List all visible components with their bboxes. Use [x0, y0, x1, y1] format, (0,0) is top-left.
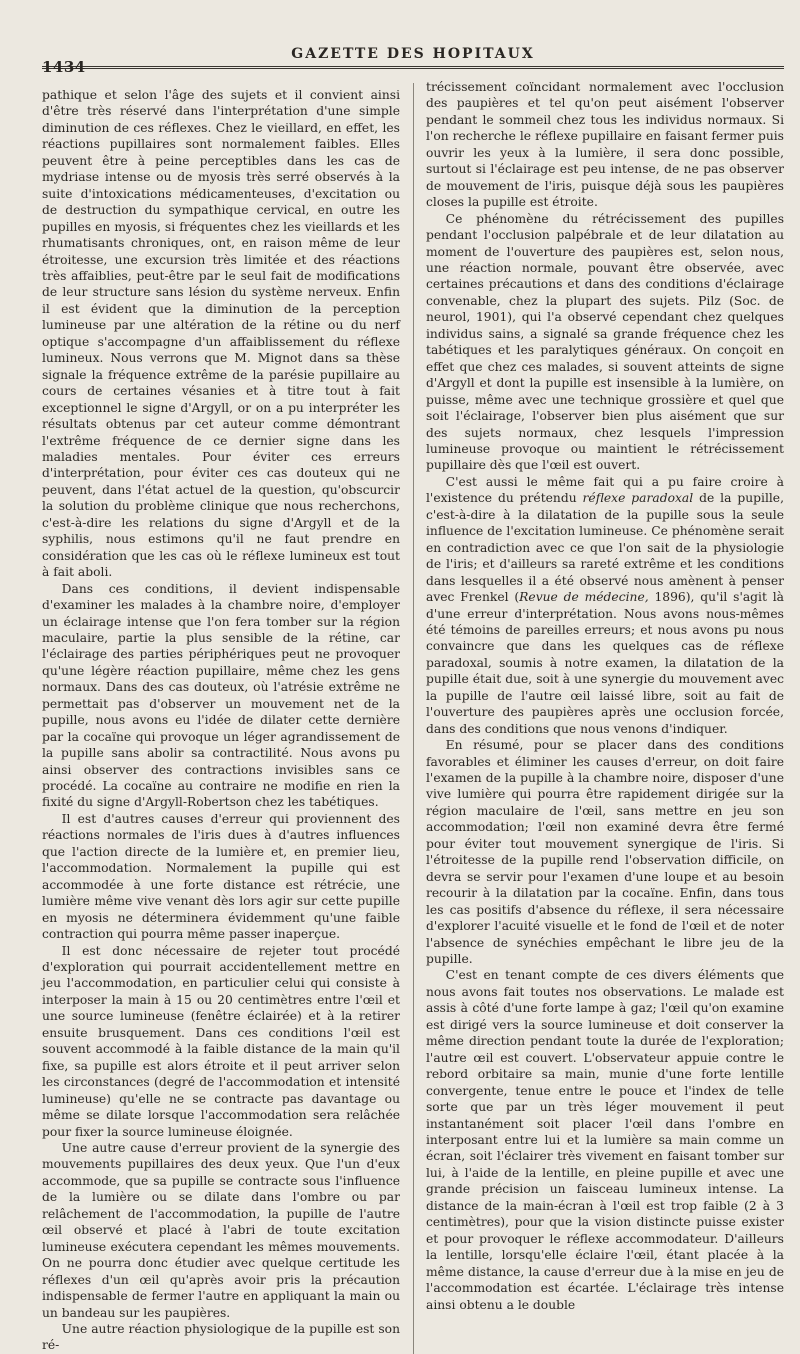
paragraph: Dans ces conditions, il devient indispensable d'examiner les malades à la chambre noire, d'employer un éclairage intense que l'on fera tomber sur la région maculaire, partie la plus sensible de la rétine, car l'éclairage des parties périphériques peut ne provoquer qu'une légère réaction pupillaire, même chez les gens normaux. Dans des cas douteux, où l'atrésie extrême ne permettait pas d'observer un mouvement net de la pupille, nous avons eu l'idée de dilater cette dernière par la cocaïne qui provoque un léger agrandissement de la pupille sans abolir sa contractilité. Nous avons pu ainsi observer des contractions invisibles sans ce procédé. La cocaïne au contraire ne modifie en rien la fixité du signe d'Argyll-Robertson chez les tabétiques.	[42, 581, 400, 810]
paragraph: Une autre réaction physiologique de la pupille est son ré-	[42, 1321, 400, 1353]
paragraph: Il est donc nécessaire de rejeter tout procédé d'exploration qui pourrait accidentellement mettre en jeu l'accommodation, en particulier celui qui consiste à interposer la main à 15 ou 20 centimètres entre l'œil et une source lumineuse (fenêtre éclairée) et à la retirer ensuite brusquement. Dans ces conditions l'œil est souvent accommodé à la faible distance de la main qu'il fixe, sa pupille est alors étroite et il peut arriver selon les circonstances (degré de l'accommodation et intensité lumineuse) qu'elle ne se contracte pas davantage ou même se dilate lorsque l'accommodation sera relâchée pour fixer la source lumineuse éloignée.	[42, 943, 400, 1139]
paragraph	[426, 474, 784, 737]
paragraph: C'est en tenant compte de ces divers éléments que nous avons fait toutes nos observations. Le malade est assis à côté d'une forte lampe à gaz; l'œil qu'on examine est dirigé vers la source lumineuse et doit conserver la même direction pendant toute la durée de l'exploration; l'autre œil est couvert. L'observateur appuie contre le rebord orbitaire sa main, munie d'une forte lentille convergente, tenue entre le pouce et l'index de telle sorte que par un très léger mouvement il peut instantanément soit placer l'œil dans l'ombre en interposant entre lui et la lumière sa main comme un écran, soit l'éclairer très vivement en faisant tomber sur lui, à l'aide de la lentille, en pleine pupille et avec une grande précision un faisceau lumineux intense. La distance de la main-écran à l'œil est trop faible (2 à 3 centimètres), pour que la vision distincte puisse exister et pour provoquer le réflexe accommodateur. D'ailleurs la lentille, lorsqu'elle éclaire l'œil, étant placée à la même distance, la cause d'erreur due à la mise en jeu de l'accommodation est écartée. L'éclairage très intense ainsi obtenu a le double	[426, 968, 784, 1312]
text-run: 1896), qu'il s'agit là d'une erreur d'interprétation. Nous avons nous-mêmes été témoins de pareilles erreurs; et nous avons pu nous convaincre que dans les quelques cas de réflexe paradoxal, soumis à notre examen, la dilatation de la pupille était due, soit à une synergie du mouvement avec la pupille de l'autre œil laissé libre, soit au fait de l'ouverture des paupières après une occlusion forcée, dans des conditions que nous venons d'indiquer.	[426, 590, 784, 736]
text-run: de la pupille, c'est-à-dire à la dilatation de la pupille sous la seule influence de l'excitation lumineuse. Ce phénomène serait en contradiction avec ce que l'on sait de la physiologie de l'iris; et d'ailleurs sa rareté extrême et les conditions dans lesquelles il a été observé nous amènent à penser avec Frenkel (	[426, 491, 784, 605]
paragraph: En résumé, pour se placer dans des conditions favorables et éliminer les causes d'erreur, on doit faire l'examen de la pupille à la chambre noire, disposer d'une vive lumière qui pourra être rapidement dirigée sur la région maculaire de l'œil, sans mettre en jeu son accommodation; l'œil non examiné devra être fermé pour éviter tout mouvement synergique de l'iris. Si l'étroitesse de la pupille rend l'observation difficile, on devra se servir pour l'examen d'une loupe et au besoin recourir à la dilatation par la cocaïne. Enfin, dans tous les cas positifs d'absence du réflexe, il sera nécessaire d'explorer l'acuité visuelle et le fond de l'œil et de noter l'absence de synéchies empêchant le libre jeu de la pupille.	[426, 738, 784, 967]
page-number: 1434	[42, 58, 86, 76]
paragraph: trécissement coïncidant normalement avec l'occlusion des paupières et tel qu'on peut aisément l'observer pendant le sommeil chez tous les individus normaux. Si l'on recherche le réflexe pupillaire en faisant fermer puis ouvrir les yeux à la lumière, il sera donc possible, surtout si l'éclairage est peu intense, de ne pas observer de mouvement de l'iris, puisque déjà sous les paupières closes la pupille est étroite.	[426, 80, 784, 210]
italic-citation: Revue de médecine,	[519, 590, 649, 605]
paragraph: Il est d'autres causes d'erreur qui proviennent des réactions normales de l'iris dues à d'autres influences que l'action directe de la lumière et, en premier lieu, l'accommodation. Normalement la pupille qui est accommodée à une forte distance est rétrécie, une lumière même vive venant dès lors agir sur cette pupille en myosis ne déterminera évidemment qu'une faible contraction qui pourra même passer inaperçue.	[42, 811, 400, 942]
running-title: GAZETTE DES HOPITAUX	[291, 46, 535, 62]
text-run: C'est aussi le même fait qui a pu faire croire à l'existence du prétendu	[426, 474, 784, 506]
left-column	[42, 77, 400, 1354]
paragraph: Une autre cause d'erreur provient de la synergie des mouvements pupillaires des deux yeux. Que l'un d'eux accommode, que sa pupille se contracte sous l'influence de la lumière ou se dilate dans l'ombre ou par relâchement de l'accommodation, la pupille de l'autre œil observé et placé à l'abri de toute excitation lumineuse exécutera cependant les mêmes mouvements. On ne pourra donc étudier avec quelque certitude les réflexes d'un œil qu'après avoir pris la précaution indispensable de fermer l'autre en appliquant la main ou un bandeau sur les paupières.	[42, 1141, 400, 1320]
right-column	[426, 77, 784, 1354]
column-divider	[413, 83, 414, 1354]
paragraph: pathique et selon l'âge des sujets et il convient ainsi d'être très réservé dans l'interprétation d'une simple diminution de ces réflexes. Chez le vieillard, en effet, les réactions pupillaires sont normalement faibles. Elles peuvent être à peine perceptibles dans les cas de mydriase intense ou de myosis très serré observés à la suite d'intoxications médicamenteuses, d'excitation ou de destruction du sympathique cervical, en outre les pupilles en myosis, si fréquentes chez les vieillards et les rhumatisants chroniques, ont, en raison même de leur étroitesse, une excursion très limitée et des réactions très affaiblies, peut-être par le seul fait de modifications de leur structure sans lésion du système nerveux. Enfin il est évident que la diminution de la perception lumineuse par une altération de la rétine ou du nerf optique s'accompagne d'un affaiblissement du réflexe lumineux. Nous verrons que M. Mignot dans sa thèse signale la fréquence extrême de la parésie pupillaire au cours de certaines vésanies et à titre tout à fait exceptionnel le signe d'Argyll, or on a pu interpréter les résultats obtenus par cet auteur comme démontrant l'extrême fréquence de ce dernier signe dans les maladies mentales. Pour éviter ces erreurs d'interprétation, pour éviter ces cas douteux qui ne peuvent, dans l'état actuel de la question, qu'obscurcir la solution du problème clinique que nous recherchons, c'est-à-dire les relations du signe d'Argyll et de la syphilis, nous estimons qu'il ne faut prendre en considération que les cas où le réflexe lumineux est tout à fait aboli.	[42, 88, 400, 580]
italic-term: réflexe paradoxal	[582, 491, 694, 506]
paragraph: Ce phénomène du rétrécissement des pupilles pendant l'occlusion palpébrale et de leur dilatation au moment de l'ouverture des paupières est, selon nous, une réaction normale, pouvant être observée, avec certaines précautions et dans des conditions d'éclairage convenable, chez la plupart des sujets. Pilz (Soc. de neurol, 1901), qui l'a observé cependant chez quelques individus sains, a signalé sa grande fréquence chez les tabétiques et les paralytiques généraux. On conçoit en effet que chez ces malades, si souvent atteints de signe d'Argyll et dont la pupille est insensible à la lumière, on puisse, même avec une technique grossière et quel que soit l'éclairage, l'observer bien plus aisément que sur des sujets normaux, chez lesquels l'impression lumineuse provoque ou maintient le rétrécissement pupillaire dès que l'œil est ouvert.	[426, 211, 784, 473]
text-columns	[42, 77, 784, 1354]
page-header	[42, 44, 784, 76]
